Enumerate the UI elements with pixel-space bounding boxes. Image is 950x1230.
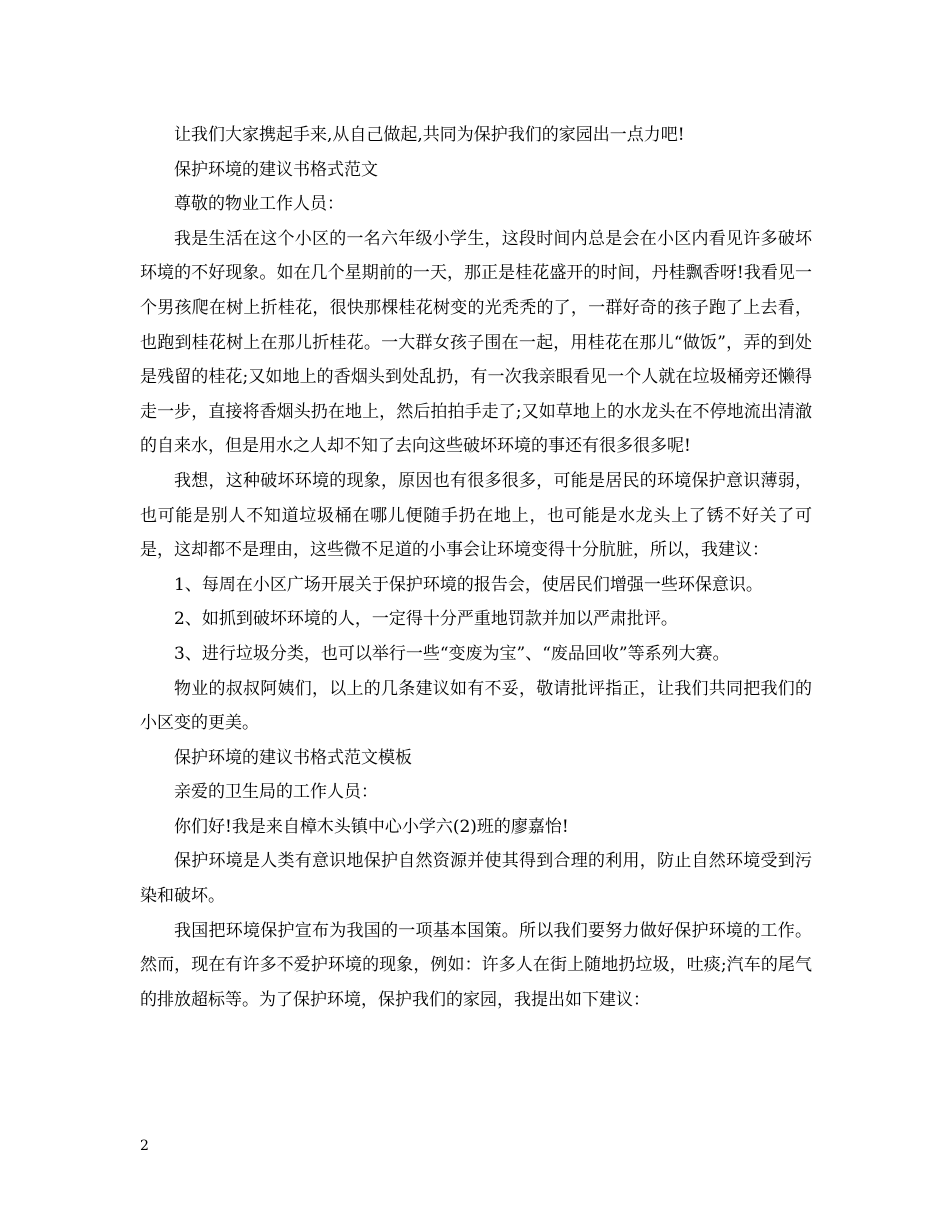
document-body bbox=[140, 118, 812, 1017]
suggestion-item-1: 1、每周在小区广场开展关于保护环境的报告会，使居民们增强一些环保意识。 bbox=[174, 574, 763, 595]
greeting-introduction: 你们好!我是来自樟木头镇中心小学六(2)班的廖嘉怡! bbox=[174, 816, 569, 837]
section-heading-template: 保护环境的建议书格式范文模板 bbox=[174, 747, 412, 768]
suggestion-item-3: 3、进行垃圾分类，也可以举行一些“变废为宝”、“废品回收”等系列大赛。 bbox=[174, 643, 730, 664]
paragraph-environment-definition: 保护环境是人类有意识地保护自然资源并使其得到合理的利用，防止自然环境受到污染和破坏。 bbox=[140, 851, 812, 907]
salutation-health-bureau: 亲爱的卫生局的工作人员： bbox=[174, 782, 378, 803]
section-heading-sample: 保护环境的建议书格式范文 bbox=[174, 159, 378, 180]
paragraph-observations: 我是生活在这个小区的一名六年级小学生，这段时间内总是会在小区内看见许多破坏环境的不好现象。如在几个星期前的一天，那正是桂花盛开的时间，丹桂飘香呀!我看见一个男孩爬在树上折桂花，很快那棵桂花树变的光秃秃的了，一群好奇的孩子跑了上去看，也跑到桂花树上在那儿折桂花。一大群女孩子围在一起，用桂花在那儿“做饭”，弄的到处是残留的桂花;又如地上的香烟头到处乱扔，有一次我亲眼看见一个人就在垃圾桶旁还懒得走一步，直接将香烟头扔在地上，然后拍拍手走了;又如草地上的水龙头在不停地流出清澈的自来水，但是用水之人却不知了去向这些破坏环境的事还有很多很多呢! bbox=[140, 228, 812, 457]
paragraph-reasons: 我想，这种破坏环境的现象，原因也有很多很多，可能是居民的环境保护意识薄弱，也可能是别人不知道垃圾桶在哪儿便随手扔在地上，也可能是水龙头上了锈不好关了可是，这却都不是理由，这些微不足道的小事会让环境变得十分肮脏，所以，我建议： bbox=[140, 470, 812, 561]
suggestion-item-2: 2、如抓到破坏环境的人，一定得十分严重地罚款并加以严肃批评。 bbox=[174, 609, 678, 630]
page-number: 2 bbox=[140, 1138, 149, 1154]
paragraph-national-policy: 我国把环境保护宣布为我国的一项基本国策。所以我们要努力做好保护环境的工作。然而，现在有许多不爱护环境的现象，例如：许多人在街上随地扔垃圾，吐痰;汽车的尾气的排放超标等。为了保护环境，保护我们的家园，我提出如下建议： bbox=[140, 920, 812, 1010]
paragraph-closing-call: 让我们大家携起手来,从自己做起,共同为保护我们的家园出一点力吧! bbox=[174, 125, 685, 145]
salutation-property-staff: 尊敬的物业工作人员： bbox=[174, 194, 344, 215]
paragraph-closing-request: 物业的叔叔阿姨们，以上的几条建议如有不妥，敬请批评指正，让我们共同把我们的小区变的更美。 bbox=[140, 678, 812, 734]
